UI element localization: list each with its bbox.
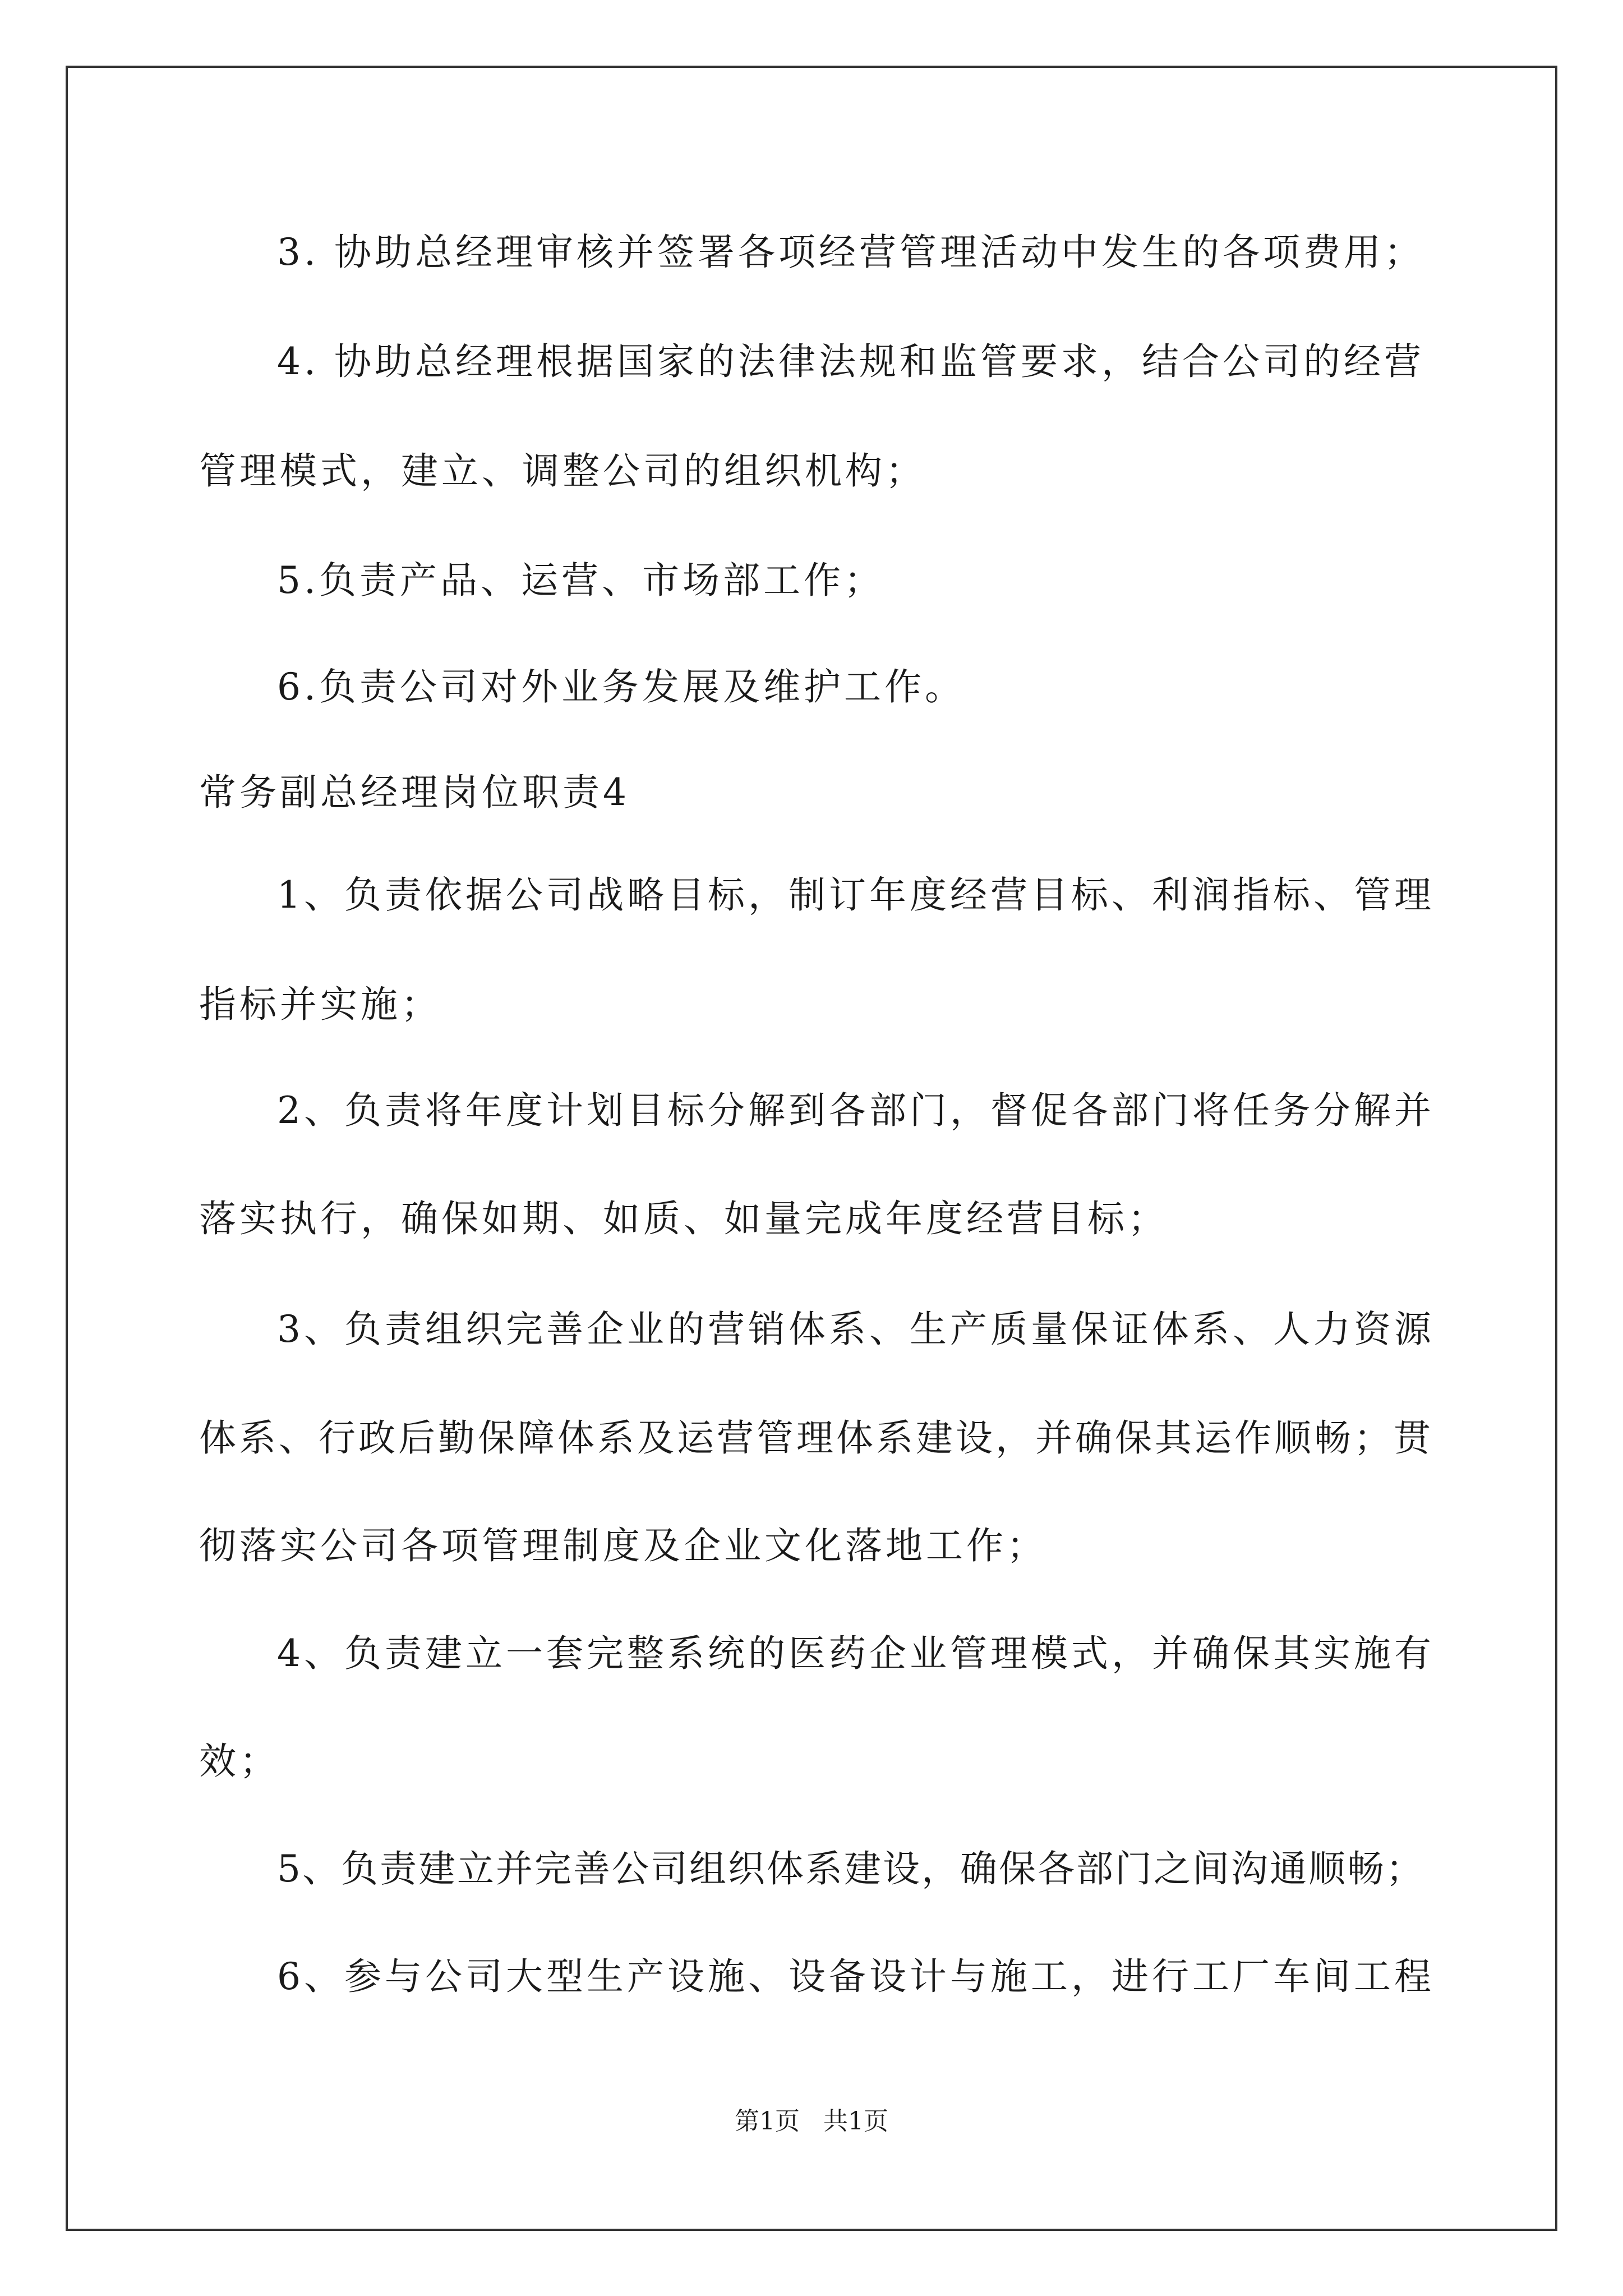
page-frame: [66, 66, 1557, 2231]
paragraph-line: 指标并实施；: [199, 983, 441, 1026]
paragraph-line: 6、参与公司大型生产设施、设备设计与施工，进行工厂车间工程: [277, 1955, 1435, 1998]
paragraph-line: 5.负责产品、运营、市场部工作；: [277, 559, 884, 602]
paragraph-line: 落实执行，确保如期、如质、如量完成年度经营目标；: [199, 1197, 1168, 1240]
paragraph-line: 4. 协助总经理根据国家的法律法规和监管要求，结合公司的经营: [277, 340, 1424, 383]
paragraph-line: 体系、行政后勤保障体系及运营管理体系建设，并确保其运作顺畅；贯: [199, 1416, 1433, 1460]
paragraph-line: 3、负责组织完善企业的营销体系、生产质量保证体系、人力资源: [277, 1308, 1435, 1351]
paragraph-line: 1、负责依据公司战略目标，制订年度经营目标、利润指标、管理: [277, 873, 1435, 917]
paragraph-line: 5、负责建立并完善公司组织体系建设，确保各部门之间沟通顺畅；: [277, 1847, 1424, 1890]
paragraph-line: 4、负责建立一套完整系统的医药企业管理模式，并确保其实施有: [277, 1632, 1435, 1675]
paragraph-line: 效；: [199, 1740, 280, 1783]
paragraph-line: 3. 协助总经理审核并签署各项经营管理活动中发生的各项费用；: [277, 231, 1424, 274]
page-number-footer: 第1页 共1页: [735, 2107, 888, 2136]
paragraph-line: 彻落实公司各项管理制度及企业文化落地工作；: [199, 1524, 1047, 1567]
paragraph-line: 2、负责将年度计划目标分解到各部门，督促各部门将任务分解并: [277, 1089, 1435, 1132]
paragraph-line: 管理模式，建立、调整公司的组织机构；: [199, 449, 926, 493]
paragraph-line: 6.负责公司对外业务发展及维护工作。: [277, 665, 965, 708]
section-heading: 常务副总经理岗位职责4: [199, 771, 630, 814]
